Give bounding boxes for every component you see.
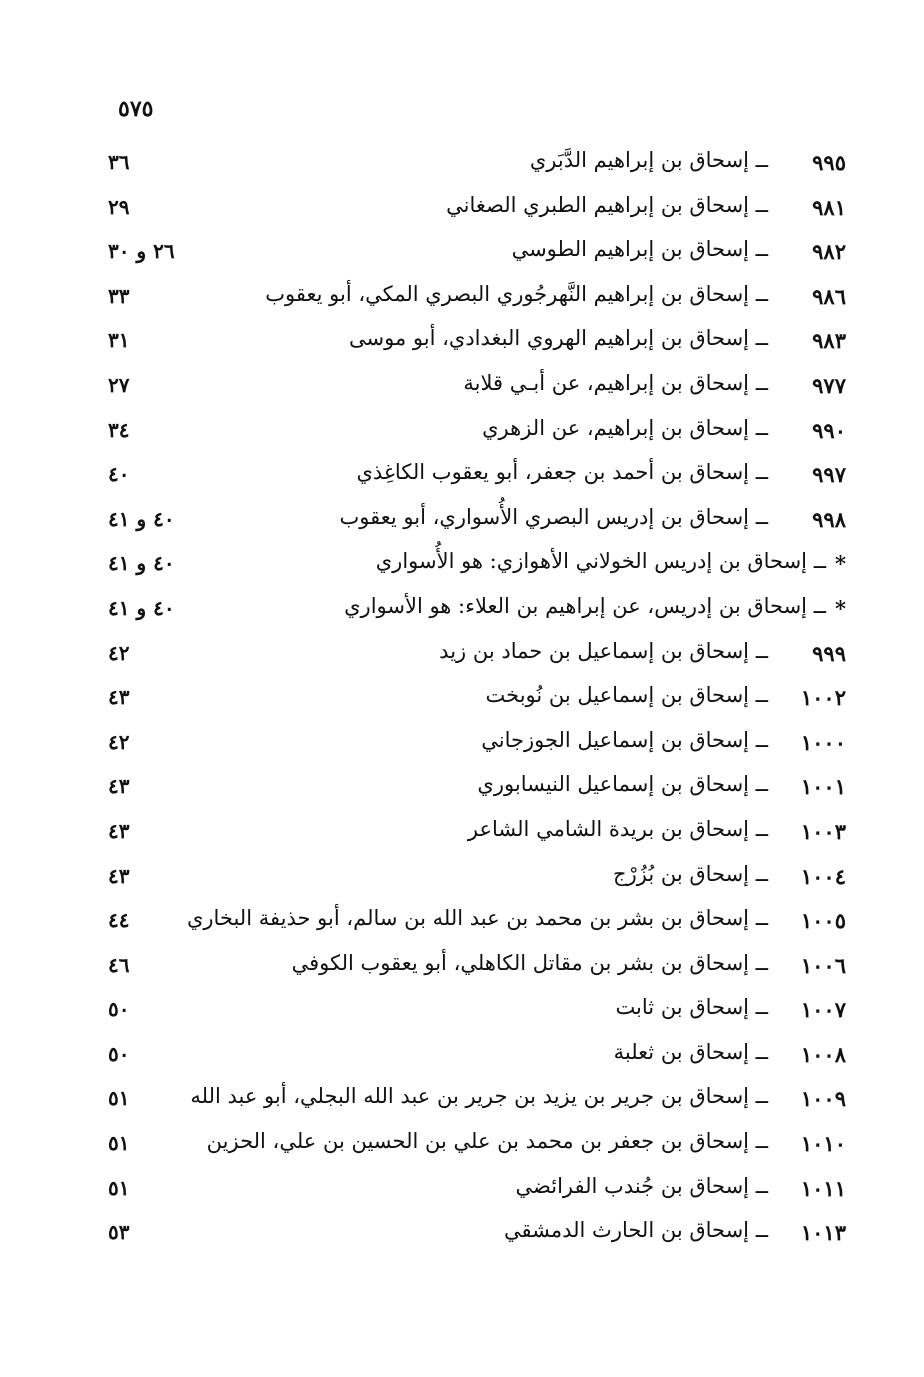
- index-entry-row: [0, 900, 924, 945]
- entry-name: ــ إسحاق بن إدريس البصري الأُسواري، أبو يعقوب: [339, 504, 768, 529]
- entry-page-refs: ٢٩: [108, 194, 130, 219]
- entry-page-refs: ٥١: [108, 1086, 130, 1111]
- entry-number: ٩٩٨: [812, 506, 846, 532]
- entry-name: ــ إسحاق بن إبراهيم النَّهرجُوري البصري المكي، أبو يعقوب: [265, 281, 768, 306]
- entry-page-refs: ٤٤: [108, 908, 130, 933]
- entry-name: ــ إسحاق بن جُندب الفرائضي: [515, 1173, 768, 1198]
- index-entry-row: [0, 276, 924, 321]
- entry-number: ٩٧٧: [812, 372, 846, 398]
- entry-number: ١٠٠٩: [800, 1086, 846, 1112]
- entry-name: ــ إسحاق بن جرير بن يزيد بن جرير بن عبد الله البجلي، أبو عبد الله: [190, 1084, 768, 1109]
- entry-page-refs: ٤٠ و ٤١: [108, 595, 175, 620]
- entry-name: ــ إسحاق بن ثعلبة: [613, 1039, 768, 1064]
- index-entry-row: [0, 989, 924, 1034]
- entry-page-refs: ٣٤: [108, 417, 130, 442]
- entry-page-refs: ٥١: [108, 1131, 130, 1156]
- entry-page-refs: ٤٠: [108, 462, 130, 487]
- entry-page-refs: ٥١: [108, 1175, 130, 1200]
- index-entry-row: [0, 410, 924, 455]
- index-list: [0, 142, 924, 1257]
- index-entry-row: [0, 1123, 924, 1168]
- entry-name: ــ إسحاق بن بريدة الشامي الشاعر: [467, 816, 768, 841]
- index-entry-row: [0, 365, 924, 410]
- entry-name: ــ إسحاق بن أحمد بن جعفر، أبو يعقوب الكاغِذي: [356, 460, 768, 485]
- entry-number: ١٠٠٦: [800, 952, 846, 978]
- entry-number: ١٠١٣: [800, 1220, 846, 1246]
- entry-number: ١٠١١: [800, 1175, 846, 1201]
- entry-number: ٩٩٥: [812, 150, 846, 175]
- entry-name: ــ إسحاق بن إسماعيل بن نُوبخت: [485, 683, 768, 708]
- index-entry-row: [0, 142, 924, 187]
- entry-name: ــ إسحاق بن إبراهيم الطبري الصغاني: [446, 192, 768, 217]
- entry-page-refs: ٤٠ و ٤١: [108, 506, 175, 531]
- index-entry-row: [0, 187, 924, 232]
- index-entry-row: [0, 454, 924, 499]
- index-entry-row: [0, 320, 924, 365]
- index-entry-row: [0, 499, 924, 544]
- entry-page-refs: ٤٦: [108, 952, 130, 977]
- entry-page-refs: ٢٧: [108, 372, 130, 397]
- entry-page-refs: ٣٣: [108, 283, 130, 308]
- entry-name: ــ إسحاق بن إدريس الخولاني الأهوازي: هو الأُسواري: [375, 549, 826, 574]
- index-entry-row: [0, 588, 924, 633]
- entry-number: ١٠١٠: [800, 1131, 846, 1157]
- entry-number: ١٠٠٥: [800, 908, 846, 934]
- entry-page-refs: ٢٦ و ٣٠: [108, 239, 175, 264]
- entry-name: ــ إسحاق بن الحارث الدمشقي: [504, 1218, 768, 1243]
- entry-page-refs: ٤٣: [108, 685, 130, 710]
- entry-number: ١٠٠٨: [800, 1041, 846, 1067]
- entry-number: ٩٨٣: [812, 328, 846, 354]
- entry-page-refs: ٤٢: [108, 729, 130, 754]
- asterisk-marker: *: [835, 595, 846, 621]
- entry-name: ــ إسحاق بن إدريس، عن إبراهيم بن العلاء: هو الأسواري: [344, 593, 826, 618]
- entry-page-refs: ٣٦: [108, 150, 130, 174]
- entry-number: ٩٩٧: [812, 462, 846, 488]
- index-entry-row: [0, 722, 924, 767]
- asterisk-marker: *: [835, 551, 846, 577]
- entry-number: ١٠٠٧: [800, 997, 846, 1023]
- entry-page-refs: ٥٠: [108, 1041, 130, 1066]
- entry-name: ــ إسحاق بن إسماعيل النيسابوري: [477, 772, 768, 797]
- entry-name: ــ إسحاق بن ثابت: [615, 995, 768, 1020]
- index-entry-row: [0, 231, 924, 276]
- entry-page-refs: ٤٢: [108, 640, 130, 665]
- entry-name: ــ إسحاق بن إسماعيل بن حماد بن زيد: [439, 638, 768, 663]
- entry-name: ــ إسحاق بن بُزُرْج: [613, 861, 768, 886]
- entry-page-refs: ٤٠ و ٤١: [108, 551, 175, 576]
- entry-name: ــ إسحاق بن إسماعيل الجوزجاني: [481, 727, 768, 752]
- index-entry-row: [0, 633, 924, 678]
- entry-number: ٩٩٩: [812, 640, 846, 666]
- entry-name: ــ إسحاق بن إبراهيم الهروي البغدادي، أبو موسى: [349, 326, 768, 351]
- entry-page-refs: ٥٠: [108, 997, 130, 1022]
- entry-number: ٩٩٠: [812, 417, 846, 443]
- entry-name: ــ إسحاق بن بشر بن محمد بن عبد الله بن سالم، أبو حذيفة البخاري: [186, 906, 768, 931]
- entry-page-refs: ٤٣: [108, 863, 130, 888]
- entry-name: ــ إسحاق بن بشر بن مقاتل الكاهلي، أبو يعقوب الكوفي: [291, 950, 768, 975]
- entry-number: ١٠٠٤: [800, 863, 846, 889]
- entry-name: ــ إسحاق بن إبراهيم، عن الزهري: [482, 415, 768, 440]
- index-entry-row: [0, 811, 924, 856]
- index-entry-row: [0, 1168, 924, 1213]
- entry-page-refs: ٤٣: [108, 774, 130, 799]
- index-entry-row: [0, 856, 924, 901]
- index-entry-row: [0, 766, 924, 811]
- entry-name: ــ إسحاق بن إبراهيم، عن أبـي قلابة: [463, 370, 768, 395]
- index-entry-row: [0, 1034, 924, 1079]
- index-entry-row: [0, 1212, 924, 1257]
- index-entry-row: [0, 543, 924, 588]
- index-entry-row: [0, 1078, 924, 1123]
- entry-number: ١٠٠١: [800, 774, 846, 800]
- entry-page-refs: ٥٣: [108, 1220, 130, 1245]
- entry-number: ١٠٠٢: [800, 685, 846, 711]
- page-number: ٥٧٥: [118, 96, 154, 122]
- entry-number: ١٠٠٠: [800, 729, 846, 755]
- index-entry-row: [0, 945, 924, 990]
- entry-number: ١٠٠٣: [800, 818, 846, 844]
- entry-page-refs: ٤٣: [108, 818, 130, 843]
- entry-name: ــ إسحاق بن جعفر بن محمد بن علي بن الحسين بن علي، الحزين: [206, 1129, 768, 1154]
- entry-number: ٩٨١: [812, 194, 846, 220]
- entry-number: ٩٨٢: [812, 239, 846, 265]
- entry-name: ــ إسحاق بن إبراهيم الطوسي: [511, 237, 768, 262]
- entry-name: ــ إسحاق بن إبراهيم الدَّبَري: [529, 148, 768, 172]
- index-entry-row: [0, 677, 924, 722]
- entry-page-refs: ٣١: [108, 328, 130, 353]
- entry-number: ٩٨٦: [812, 283, 846, 309]
